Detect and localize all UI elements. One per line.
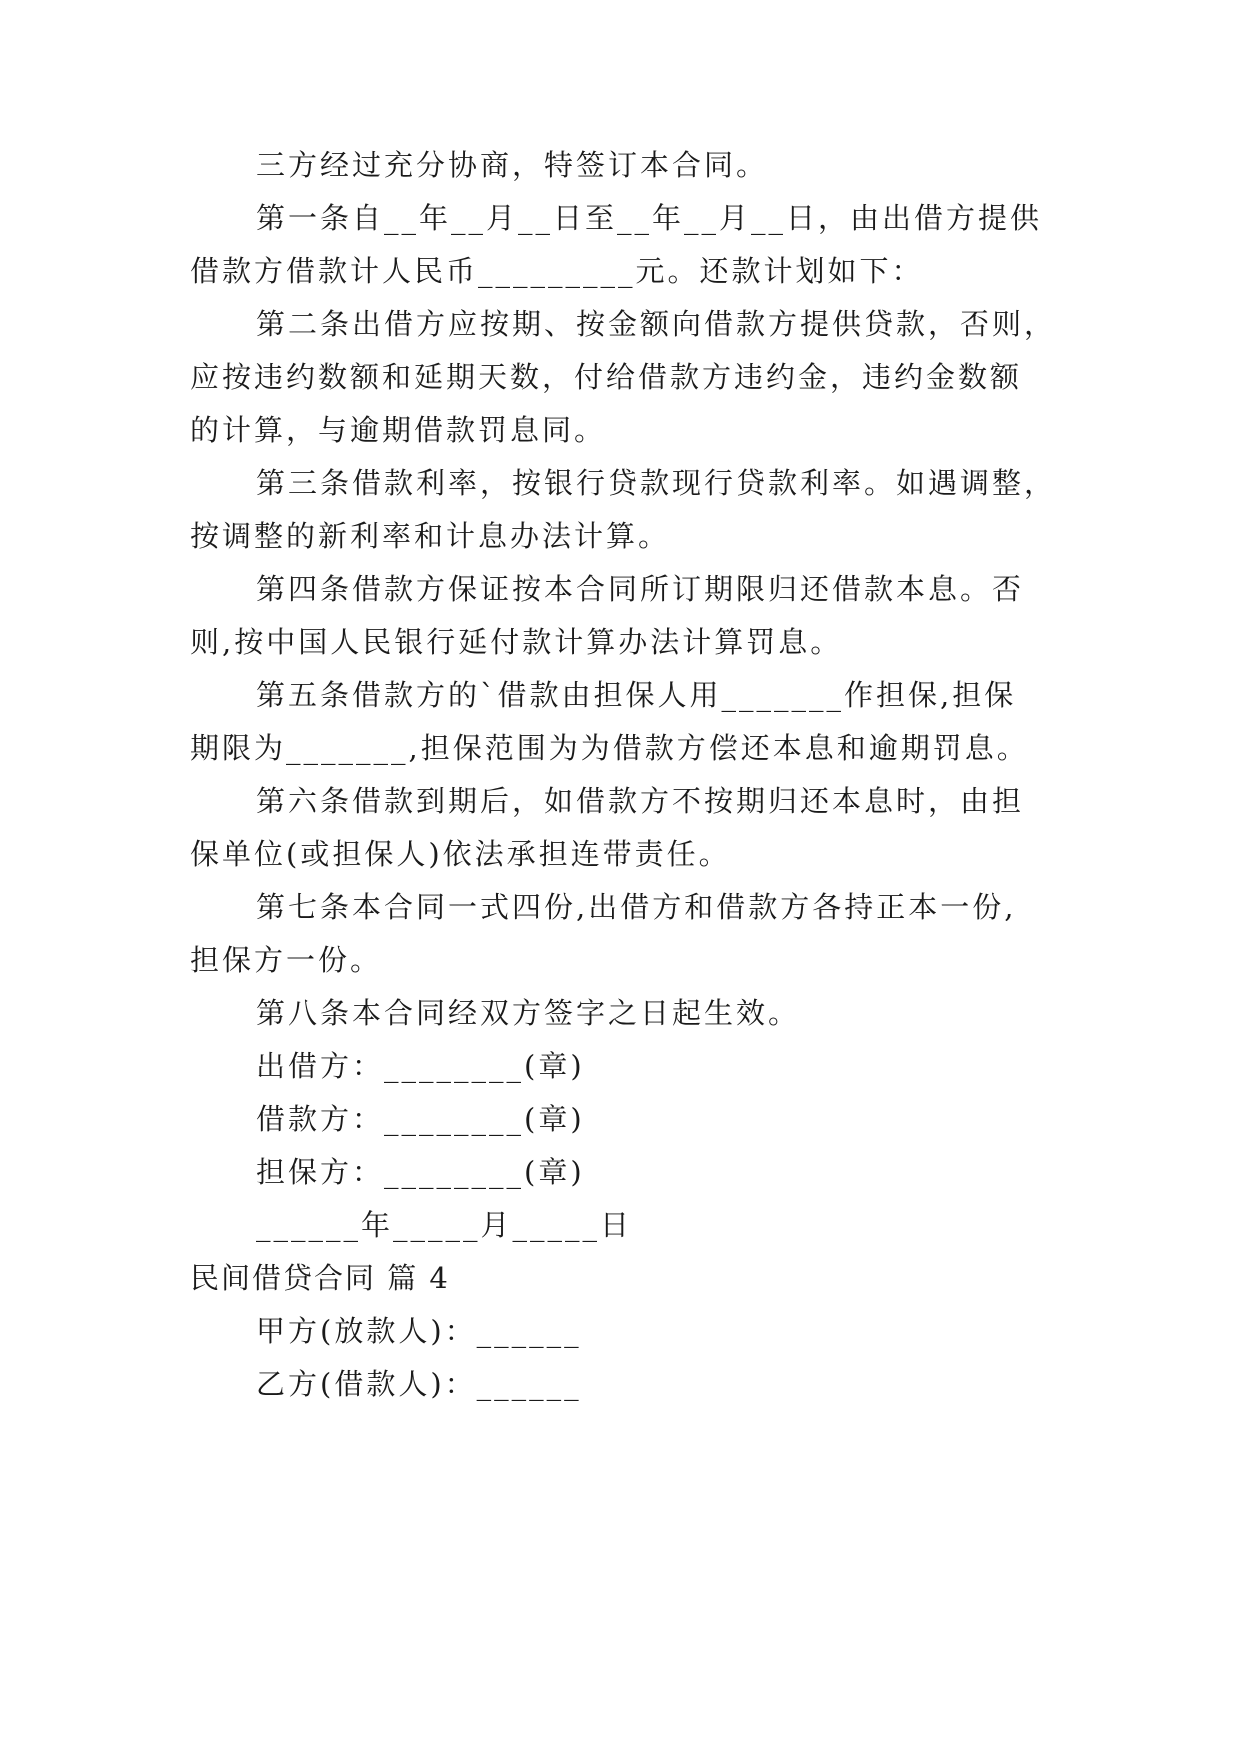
paragraph-line: 三方经过充分协商，特签订本合同。 [256, 148, 769, 182]
guarantor-signature-line: 担保方：________(章) [256, 1155, 585, 1189]
article-7-line-2: 担保方一份。 [190, 943, 383, 977]
article-3-line-1: 第三条借款利率，按银行贷款现行贷款利率。如遇调整， [256, 466, 1057, 500]
article-2-line-2: 应按违约数额和延期天数，付给借款方违约金，违约金数额 [190, 360, 1023, 394]
borrower-signature-line: 借款方：________(章) [256, 1102, 585, 1136]
section-heading: 民间借贷合同 篇 4 [190, 1261, 450, 1295]
article-8-line: 第八条本合同经双方签字之日起生效。 [256, 996, 801, 1030]
party-b-line: 乙方(借款人)：______ [256, 1367, 582, 1401]
article-2-line-1: 第二条出借方应按期、按金额向借款方提供贷款，否则， [256, 307, 1057, 341]
article-2-line-3: 的计算，与逾期借款罚息同。 [190, 413, 607, 447]
article-6-line-1: 第六条借款到期后，如借款方不按期归还本息时，由担 [256, 784, 1025, 818]
article-5-line-2: 期限为_______,担保范围为为借款方偿还本息和逾期罚息。 [190, 731, 1029, 765]
article-1-line-1: 第一条自__年__月__日至__年__月__日，由出借方提供 [256, 201, 1043, 235]
lender-signature-line: 出借方：________(章) [256, 1049, 585, 1083]
article-6-line-2: 保单位(或担保人)依法承担连带责任。 [190, 837, 731, 871]
party-a-line: 甲方(放款人)：______ [256, 1314, 582, 1348]
article-4-line-1: 第四条借款方保证按本合同所订期限归还借款本息。否 [256, 572, 1025, 606]
article-5-line-1: 第五条借款方的`借款由担保人用_______作担保,担保 [256, 678, 1017, 712]
date-line: ______年_____月_____日 [256, 1208, 633, 1242]
article-4-line-2: 则,按中国人民银行延付款计算办法计算罚息。 [190, 625, 843, 659]
article-3-line-2: 按调整的新利率和计息办法计算。 [190, 519, 671, 553]
article-1-line-2: 借款方借款计人民币_________元。还款计划如下： [190, 254, 924, 288]
article-7-line-1: 第七条本合同一式四份,出借方和借款方各持正本一份, [256, 890, 1017, 924]
